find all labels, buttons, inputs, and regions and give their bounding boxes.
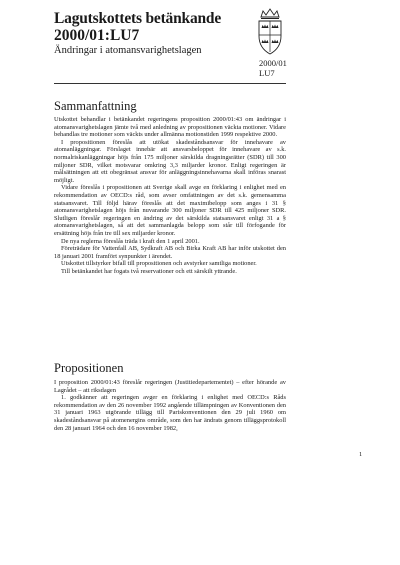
- report-code: 2000/01:LU7: [54, 27, 140, 44]
- page-number: 1: [359, 451, 363, 458]
- report-subtitle: Ändringar i atomansvarighetslagen: [54, 45, 202, 56]
- summary-paragraph: De nya reglerna föreslås träda i kraft den 1 april 2001.: [61, 237, 200, 245]
- proposition-paragraph: I proposition 2000/01:43 föreslår regeringen (Justitiedepartementet) – efter hörande av Lagrådet – att riksdagen: [54, 379, 286, 394]
- crest-caption-year: 2000/01: [259, 58, 287, 68]
- summary-body: [54, 116, 286, 275]
- summary-paragraph: Utskottet tillstyrker bifall till propositionen och avstyrker samtliga motioner.: [61, 260, 257, 268]
- crest-caption: [259, 59, 287, 78]
- summary-heading: Sammanfattning: [54, 99, 137, 113]
- header-divider: [54, 83, 286, 84]
- summary-paragraph: Vidare föreslås i propositionen att Sverige skall avge en förklaring i enlighet med en rekommendation av OECD:s råd, som avser omfattningen av det s.k. gemensamma statsansvaret. Till följd härav föreslås att det maximibelopp som anges i 31 § atomansvarighetslagen höjs från nuvarande 300 miljoner SDR till 425 miljoner SDR. Slutligen föreslår regeringen en ändring av det särskilda statsansvaret enligt 31 a § atomansvarighetslagen, så att det sammanlagda belopp som står till förfogande för ersättning höjs från tre till sex miljarder kronor.: [54, 184, 286, 237]
- summary-paragraph: Utskottet behandlar i betänkandet regeringens proposition 2000/01:43 om ändringar i atomansvarighetslagen jämte två med anledning av propositionen väckta motioner. Vidare behandlas tre motioner som väckts under allmänna motionstiden 1999 respektive 2000.: [54, 116, 286, 139]
- report-title: Lagutskottets betänkande: [54, 10, 222, 27]
- riksdag-crest-icon: [255, 8, 285, 58]
- proposition-body: [54, 379, 286, 432]
- crest-caption-code: LU7: [259, 67, 275, 78]
- proposition-paragraph: 1. godkänner att regeringen avger en förklaring i enlighet med OECD:s Råds rekommendation av den 26 november 1992 angående tillämpningen av Konventionen den 31 januari 1963 utgörande tillägg till Pariskonventionen den 29 juli 1960 om skadeståndsansvar på atomenergins område, som den har ändrats genom tilläggsprotokoll den 28 januari 1964 och den 16 november 1982,: [54, 394, 286, 432]
- proposition-heading: Propositionen: [54, 361, 124, 375]
- summary-paragraph: Till betänkandet har fogats två reservationer och ett särskilt yttrande.: [61, 267, 237, 275]
- summary-paragraph: Företrädare för Vattenfall AB, Sydkraft AB och Birka Kraft AB har inför utskottet den 18 januari 2001 framfört synpunkter i ärendet.: [54, 245, 286, 260]
- summary-paragraph: I propositionen föreslås att utökat skadeståndsansvar för innehavare av atomanläggningar. Förslaget innebär att ansvarsbeloppet för innehavare av s.k. normalriskanläggningar höjs från 175 miljoner särskilda dragningsrätter (SDR) till 300 miljoner SDR, vilket motsvarar omkring 3,3 miljarder kronor. Enligt regeringen är målsättningen att ett obegränsat ansvar för anläggningsinnehavarna skall införas snarast möjligt.: [54, 138, 286, 184]
